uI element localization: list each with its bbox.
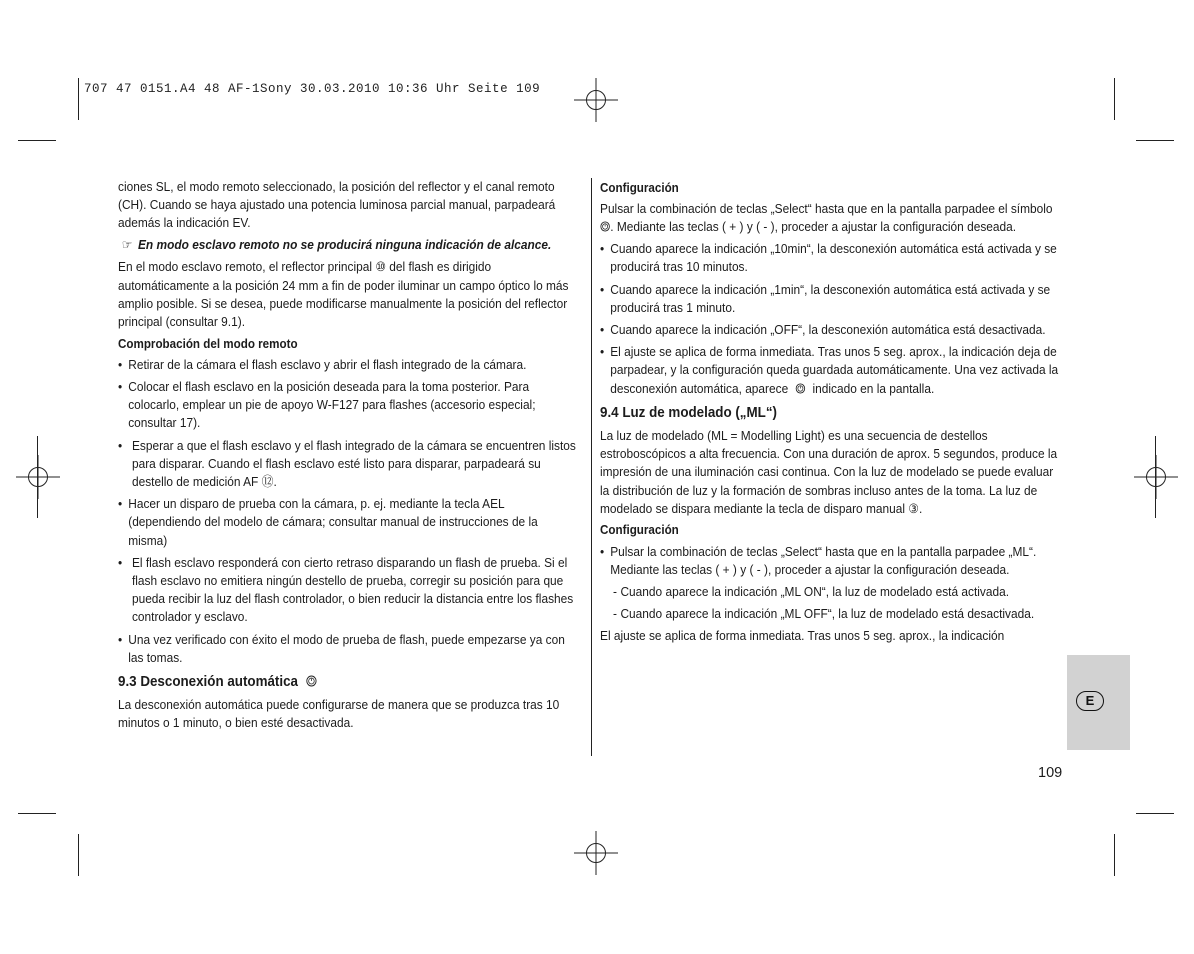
- list-item: • Colocar el flash esclavo en la posición deseada para la toma posterior. Para colocarlo, emplear un pie de apoyo W-F127 para flashes (accesorio especial; consultar 17).: [118, 378, 579, 433]
- list-item: • Cuando aparece la indicación „10min“, la desconexión automática está activada y se producirá tras 10 minutos.: [600, 240, 1059, 276]
- config-paragraph: Pulsar la combinación de teclas „Select“ hasta que en la pantalla parpadee el símbolo . Mediante las teclas ( + ) y ( - ), proceder a ajustar la configuración deseada.: [600, 201, 1053, 235]
- registration-line-right: [1155, 436, 1156, 518]
- registration-mark-top: [574, 78, 618, 122]
- column-divider: [591, 178, 592, 756]
- list-item: • Pulsar la combinación de teclas „Select“ hasta que en la pantalla parpadee „ML“. Mediante las teclas ( + ) y ( - ), proceder a ajustar la configuración deseada.: [600, 543, 1059, 579]
- range-note: [118, 236, 579, 254]
- intro-paragraph: ciones SL, el modo remoto seleccionado, la posición del reflector y el canal remoto (CH). Cuando se haya ajustado una potencia luminosa parcial manual, parpadeará además la indicación EV.: [118, 179, 556, 231]
- list-item: • Una vez verificado con éxito el modo de prueba de flash, puede empezarse ya con las tomas.: [118, 631, 579, 667]
- modeling-paragraph: La luz de modelado (ML = Modelling Light) es una secuencia de destellos estroboscópicos a alta frecuencia. Con una duración de aprox. 5 segundos, produce la impresión de una iluminación casi continua. Con la luz de modelado se puede evaluar la distribución de luz y la formación de sombras incluso antes de la toma. La luz de modelado se dispara mediante la tecla de disparo manual ③.: [600, 427, 1058, 516]
- config-list: [600, 240, 1059, 398]
- list-item: • Retirar de la cámara el flash esclavo y abrir el flash integrado de la cámara.: [118, 356, 579, 374]
- list-item: • Esperar a que el flash esclavo y el flash integrado de la cámara se encuentren listos para disparar. Cuando el flash esclavo esté listo para disparar, parpadeará su destello de medición AF ⑫.: [118, 437, 579, 492]
- modeling-heading: 9.4 Luz de modelado („ML“): [600, 404, 777, 421]
- list-item: • El flash esclavo responderá con cierto retraso disparando un flash de prueba. Si el flash esclavo no emitiera ningún destello de prueba, corregir su posición para que pueda recibir la luz del flash controlador, o bien reducir la distancia entre los flashes controlador y esclavo.: [118, 554, 579, 627]
- print-slug: 707 47 0151.A4 48 AF-1Sony 30.03.2010 10:36 Uhr Seite 109: [84, 82, 541, 96]
- pointing-hand-icon: ☞: [121, 237, 133, 253]
- list-item: • Cuando aparece la indicación „1min“, la desconexión automática está activada y se producirá tras 1 minuto.: [600, 281, 1059, 317]
- clock-icon: [795, 383, 805, 394]
- check-heading: Comprobación del modo remoto: [118, 336, 298, 351]
- page-number: 109: [1038, 765, 1063, 781]
- list-item: • El ajuste se aplica de forma inmediata. Tras unos 5 seg. aprox., la indicación deja de parpadear, y la configuración queda guardada automáticamente. Una vez activada la desconexión automática, aparece indicado en la pantalla.: [600, 343, 1059, 398]
- final-paragraph: El ajuste se aplica de forma inmediata. Tras unos 5 seg. aprox., la indicación: [600, 628, 1005, 644]
- config2-heading: Configuración: [600, 523, 679, 538]
- clock-icon: [600, 221, 610, 232]
- right-column: [600, 178, 1059, 649]
- range-note-text: En modo esclavo remoto no se producirá ninguna indicación de alcance.: [137, 237, 552, 253]
- list-item: • Cuando aparece la indicación „OFF“, la desconexión automática está desactivada.: [600, 321, 1059, 339]
- left-column: [118, 178, 579, 736]
- registration-mark-left: [16, 455, 60, 499]
- config-heading: Configuración: [600, 181, 679, 195]
- clock-icon: [305, 675, 316, 687]
- registration-mark-right: [1134, 455, 1178, 499]
- auto-off-paragraph: La desconexión automática puede configurarse de manera que se produzca tras 10 minutos o 1 minuto, o bien esté desactivada.: [118, 697, 560, 731]
- language-tab-letter: E: [1076, 691, 1104, 711]
- registration-mark-bottom: [574, 831, 618, 875]
- auto-off-heading: 9.3 Desconexión automática: [118, 673, 579, 691]
- list-item: - Cuando aparece la indicación „ML ON“, la luz de modelado está activada.: [600, 583, 1059, 601]
- reflector-paragraph: En el modo esclavo remoto, el reflector principal ⑩ del flash es dirigido automáticamente a la posición 24 mm a fin de poder iluminar un campo óptico lo más amplio posible. Si se desea, puede modificarse manualmente la posición del reflector principal (consultar 9.1).: [118, 259, 569, 329]
- list-item: • Hacer un disparo de prueba con la cámara, p. ej. mediante la tecla AEL (dependiendo del modelo de cámara; consultar manual de instrucciones de la misma): [118, 495, 579, 550]
- check-list: [118, 356, 579, 667]
- config2-list: [600, 543, 1059, 624]
- registration-line-left: [37, 436, 38, 518]
- list-item: - Cuando aparece la indicación „ML OFF“, la luz de modelado está desactivada.: [600, 605, 1059, 623]
